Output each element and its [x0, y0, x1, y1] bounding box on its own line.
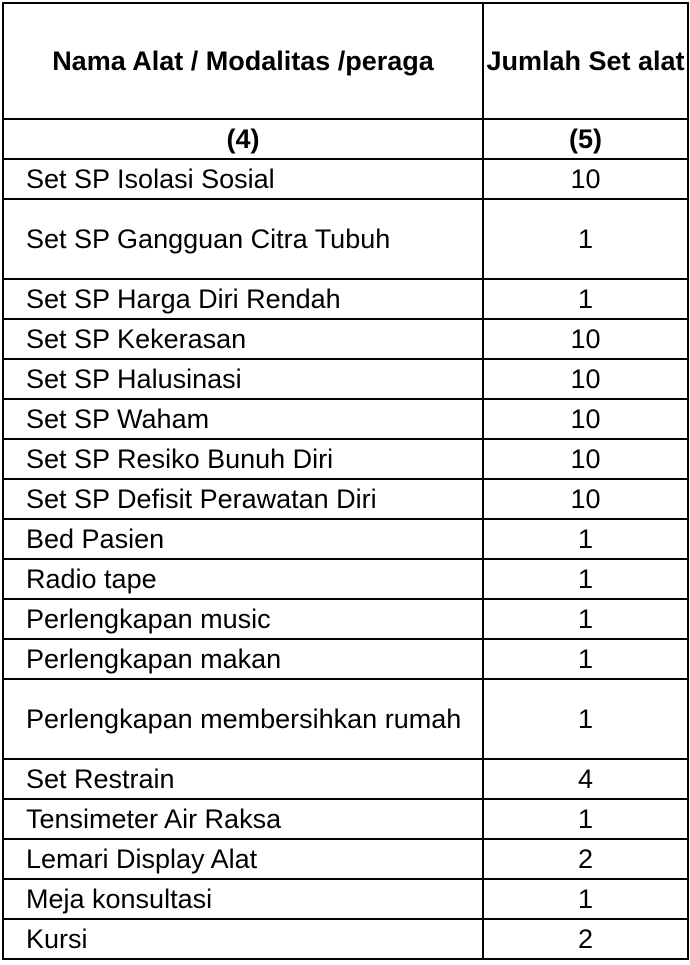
table-row — [3, 799, 688, 839]
table-row — [3, 559, 688, 599]
item-name: Perlengkapan makan — [3, 639, 483, 679]
table-row — [3, 399, 688, 439]
table-row — [3, 679, 688, 759]
item-quantity: 1 — [483, 519, 688, 559]
item-name: Perlengkapan membersihkan rumah — [3, 679, 483, 759]
item-name: Radio tape — [3, 559, 483, 599]
column-header-quantity: Jumlah Set alat — [483, 3, 688, 119]
item-quantity: 10 — [483, 399, 688, 439]
item-quantity: 2 — [483, 839, 688, 879]
item-quantity: 1 — [483, 599, 688, 639]
column-header-name: Nama Alat / Modalitas /peraga — [3, 3, 483, 119]
table-row — [3, 439, 688, 479]
table-row — [3, 639, 688, 679]
table-row — [3, 919, 688, 959]
item-quantity: 1 — [483, 559, 688, 599]
table-row — [3, 879, 688, 919]
item-quantity: 10 — [483, 439, 688, 479]
item-name: Set SP Harga Diri Rendah — [3, 279, 483, 319]
item-quantity: 10 — [483, 319, 688, 359]
item-name: Lemari Display Alat — [3, 839, 483, 879]
table-row — [3, 759, 688, 799]
item-name: Set SP Kekerasan — [3, 319, 483, 359]
table-row — [3, 839, 688, 879]
item-quantity: 10 — [483, 359, 688, 399]
table-row — [3, 159, 688, 199]
item-quantity: 1 — [483, 879, 688, 919]
table-row — [3, 519, 688, 559]
column-number-quantity: (5) — [483, 119, 688, 159]
item-name: Set Restrain — [3, 759, 483, 799]
table-row — [3, 359, 688, 399]
item-name: Set SP Defisit Perawatan Diri — [3, 479, 483, 519]
item-name: Set SP Waham — [3, 399, 483, 439]
item-quantity: 10 — [483, 479, 688, 519]
item-quantity: 2 — [483, 919, 688, 959]
item-name: Set SP Resiko Bunuh Diri — [3, 439, 483, 479]
item-quantity: 1 — [483, 679, 688, 759]
table-row — [3, 279, 688, 319]
item-name: Kursi — [3, 919, 483, 959]
item-quantity: 10 — [483, 159, 688, 199]
equipment-table — [2, 2, 689, 960]
item-name: Tensimeter Air Raksa — [3, 799, 483, 839]
item-name: Perlengkapan music — [3, 599, 483, 639]
table-row — [3, 479, 688, 519]
item-quantity: 1 — [483, 639, 688, 679]
item-name: Set SP Isolasi Sosial — [3, 159, 483, 199]
header-row — [3, 3, 688, 119]
item-name: Bed Pasien — [3, 519, 483, 559]
item-name: Meja konsultasi — [3, 879, 483, 919]
item-quantity: 1 — [483, 279, 688, 319]
item-name: Set SP Halusinasi — [3, 359, 483, 399]
item-quantity: 4 — [483, 759, 688, 799]
column-number-row — [3, 119, 688, 159]
column-number-name: (4) — [3, 119, 483, 159]
item-name: Set SP Gangguan Citra Tubuh — [3, 199, 483, 279]
item-quantity: 1 — [483, 799, 688, 839]
table-row — [3, 599, 688, 639]
item-quantity: 1 — [483, 199, 688, 279]
table-row — [3, 319, 688, 359]
table-row — [3, 199, 688, 279]
